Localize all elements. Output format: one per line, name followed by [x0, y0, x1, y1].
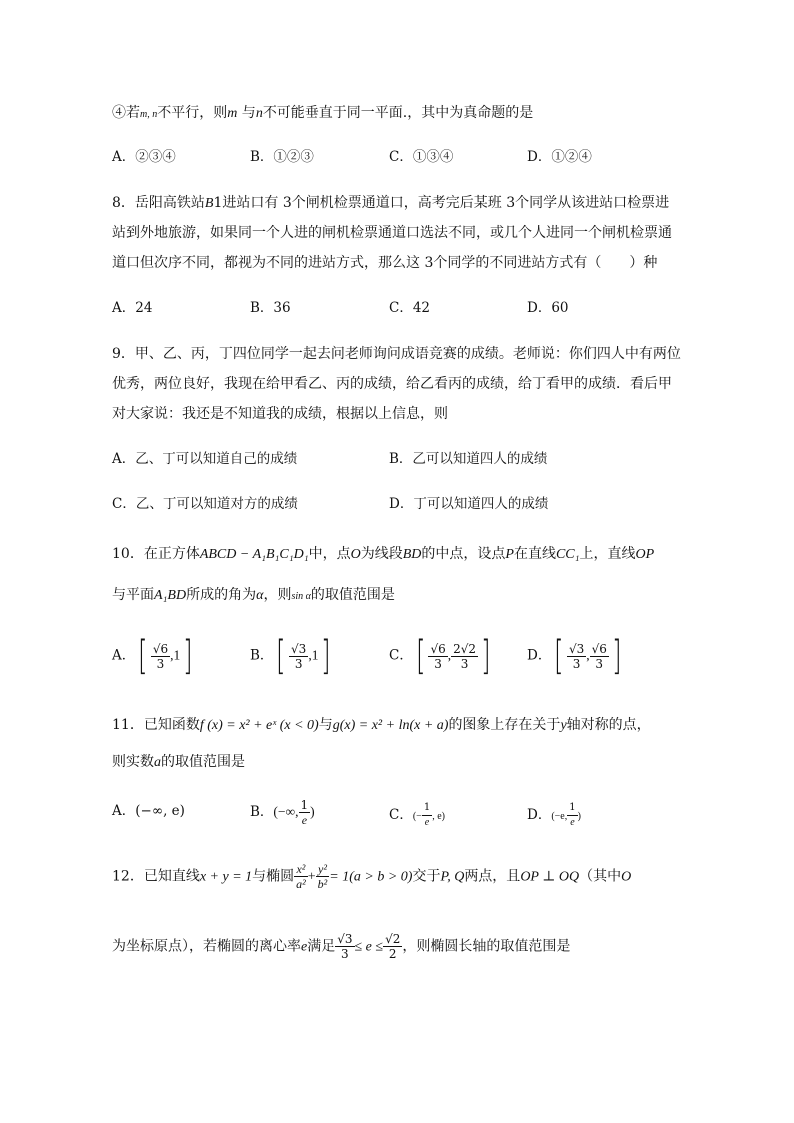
q8-option-d[interactable]: D．60: [527, 300, 569, 316]
fraction: $\frac{√3}{3}$: [337, 932, 353, 961]
fraction: $\frac{√3}{3}$: [568, 641, 585, 671]
q8-option-b[interactable]: B．36: [250, 300, 291, 316]
fraction: $\frac{√6}{3}$: [591, 641, 607, 671]
q10-option-d[interactable]: D．[ $\frac{√3}{3}$ , $\frac{√6}{3}$ ]: [527, 633, 622, 679]
fraction: $\frac{1}{e}$: [569, 802, 576, 828]
q9-line-1: 9．甲、乙、丙，丁四位同学一起去问老师询问成语竞赛的成绩。老师说：你们四人中有两位: [112, 346, 681, 362]
q8-line-2: 站到外地旅游，如果同一个人进的闸机检票通道口选法不同，或几个人进同一个闸机检票通: [112, 225, 672, 241]
q11-option-a[interactable]: A．(−∞, e): [112, 803, 185, 819]
q9-option-a[interactable]: A．乙、丁可以知道自己的成绩: [112, 451, 298, 467]
q9-line-2: 优秀，两位良好，我现在给甲看乙、丙的成绩，给乙看丙的成绩，给丁看甲的成绩．看后甲: [112, 376, 672, 392]
fraction: $\frac{\text{y²}}{\text{b²}}$: [317, 862, 328, 891]
q11-line-2: 则实数a的取值范围是: [112, 754, 245, 770]
fraction: $\frac{√2}{2}$: [385, 932, 401, 961]
q8-line-1: 8．岳阳高铁站B1进站口有 3个闸机检票通道口，高考完后某班 3个同学从该进站口检票进: [112, 195, 670, 211]
q9-option-c[interactable]: C．乙、丁可以知道对方的成绩: [112, 496, 298, 512]
fraction: $\frac{√3}{3}$: [291, 641, 307, 671]
q12-line-2: 为坐标原点），若椭圆的离心率e满足 $\frac{√3}{3}$ ≤ e ≤ $\frac{√2}{2}$ ，则椭圆长轴的取值范围是: [112, 932, 571, 961]
q8-option-a[interactable]: A．24: [112, 300, 153, 316]
q7-option-c[interactable]: C．①③④: [389, 149, 454, 165]
q10-option-a[interactable]: A．[ $\frac{√6}{3}$ ,1]: [112, 633, 193, 679]
q9-line-3: 对大家说：我还是不知道我的成绩，根据以上信息，则: [112, 406, 448, 422]
fraction: $\frac{\text{x²}}{\text{a²}}$: [296, 862, 306, 891]
q11-option-b[interactable]: B．(−∞, $\frac{1}{e}$ ): [250, 798, 315, 827]
right-bracket: ]: [183, 633, 193, 679]
right-bracket: ]: [321, 633, 331, 679]
q8-option-c[interactable]: C．42: [389, 300, 431, 316]
fraction: $\frac{√6}{3}$: [430, 641, 446, 671]
q10-line-1: 10．在正方体ABCD − A₁B₁C₁D₁中，点O为线段BD的中点，设点P在直线CC₁上，直线OP: [112, 546, 655, 562]
q8-line-3: 道口但次序不同，都视为不同的进站方式，那么这 3个同学的不同进站方式有（ ）种: [112, 255, 658, 271]
q10-option-c[interactable]: C．[ $\frac{√6}{3}$ , $\frac{2√2}{3}$ ]: [389, 633, 491, 679]
right-bracket: ]: [481, 633, 491, 679]
fraction: $\frac{1}{e}$: [423, 802, 431, 828]
q7-option-a[interactable]: A．②③④: [112, 149, 176, 165]
q11-option-c[interactable]: C．(− $\frac{1}{e}$ , e): [389, 802, 445, 828]
q9-option-b[interactable]: B．乙可以知道四人的成绩: [389, 451, 548, 467]
q12-line-1: 12．已知直线x + y = 1与椭圆 $\frac{\text{x²}}{\text{a²}}$ + $\frac{\text{y²}}{\text{b²}}$ = 1(a > b > 0)交于P, Q两点，且OP ⊥ OQ（其中O: [112, 862, 632, 891]
left-bracket: [: [276, 633, 286, 679]
q7-option-b[interactable]: B．①②③: [250, 149, 314, 165]
left-bracket: [: [554, 633, 564, 679]
left-bracket: [: [415, 633, 426, 679]
q11-line-1: 11．已知函数f (x) = x² + eˣ (x < 0)与g(x) = x² + ln(x + a)的图象上存在关于y轴对称的点，: [112, 717, 651, 733]
q7-statement-4: ④若m, n不平行，则m 与n不可能垂直于同一平面.，其中为真命题的是: [112, 105, 534, 121]
fraction: $\frac{2√2}{3}$: [453, 641, 477, 671]
q11-option-d[interactable]: D．(−e, $\frac{1}{e}$ ): [527, 802, 581, 828]
q10-line-2: 与平面A₁BD所成的角为α，则sin α的取值范围是: [112, 587, 395, 603]
left-bracket: [: [138, 633, 148, 679]
q10-option-b[interactable]: B．[ $\frac{√3}{3}$ ,1]: [250, 633, 331, 679]
q9-option-d[interactable]: D．丁可以知道四人的成绩: [389, 496, 549, 512]
fraction: $\frac{1}{e}$: [300, 798, 309, 827]
fraction: $\frac{√6}{3}$: [152, 641, 169, 671]
right-bracket: ]: [611, 633, 622, 679]
q7-option-d[interactable]: D．①②④: [527, 149, 592, 165]
